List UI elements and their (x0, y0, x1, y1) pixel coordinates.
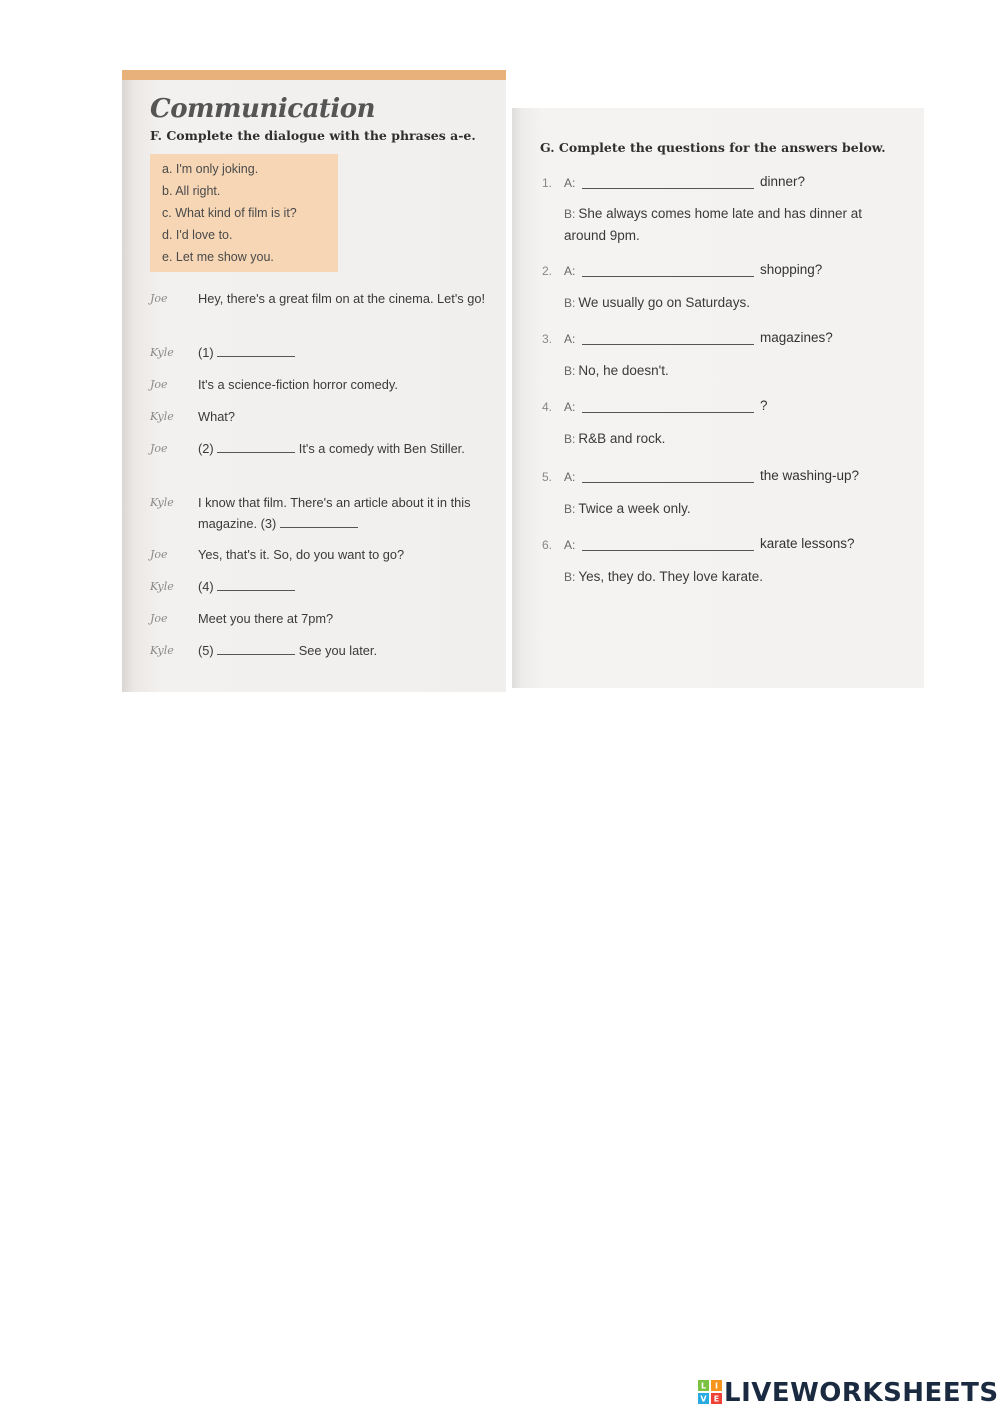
dialogue-line: Meet you there at 7pm? (198, 611, 334, 626)
dialogue-line: Hey, there's a great film on at the cinema. Let's go! (198, 291, 486, 306)
dialogue-line: It's a science-fiction horror comedy. (198, 377, 398, 392)
question-ending: karate lessons? (760, 536, 855, 551)
answer-blank-2[interactable] (217, 440, 295, 453)
question-blank-1[interactable] (582, 174, 754, 189)
liveworksheets-branding (698, 1378, 998, 1410)
dialogue-speaker: Joe (150, 442, 168, 455)
dialogue-line: (1) (198, 342, 488, 363)
answer-text: B: We usually go on Saturdays. (564, 295, 750, 310)
dialogue-line: What? (198, 409, 235, 424)
brand-name: LIVEWORKSHEETS (724, 1378, 999, 1408)
right-worksheet-page (512, 108, 924, 688)
exercise-f-instruction: F. Complete the dialogue with the phrases a-e. (150, 128, 476, 143)
question-number: 5. (542, 470, 553, 484)
dialogue-speaker: Joe (150, 292, 168, 305)
answer-text: B: She always comes home late and has dinner at around 9pm. (564, 206, 863, 243)
svg-text:L: L (700, 1381, 707, 1391)
answer-blank-1[interactable] (217, 344, 295, 357)
liveworksheets-logo-icon (698, 1380, 722, 1404)
svg-text:I: I (715, 1381, 718, 1391)
svg-text:V: V (700, 1394, 707, 1404)
dialogue-speaker: Joe (150, 378, 168, 391)
question-number: 1. (542, 176, 553, 190)
phrase-box (150, 154, 338, 272)
left-worksheet-page (122, 70, 506, 692)
dialogue-speaker: Kyle (150, 496, 174, 509)
speaker-a-label: A: (564, 400, 576, 414)
answer-blank-4[interactable] (217, 578, 295, 591)
answer-text: B: Twice a week only. (564, 501, 691, 516)
question-ending: magazines? (760, 330, 833, 345)
speaker-a-label: A: (564, 264, 576, 278)
question-blank-5[interactable] (582, 468, 754, 483)
question-ending: ? (760, 398, 768, 413)
exercise-g-instruction: G. Complete the questions for the answers below. (540, 140, 886, 155)
answer-text: B: No, he doesn't. (564, 363, 669, 378)
question-ending: the washing-up? (760, 468, 860, 483)
answer-blank-3[interactable] (280, 515, 358, 528)
speaker-a-label: A: (564, 176, 576, 190)
phrase-a: a. I'm only joking. (162, 162, 259, 176)
dialogue-line: (5) See you later. (198, 643, 378, 658)
phrase-d: d. I'd love to. (162, 228, 233, 242)
page-header-stripe (122, 70, 506, 80)
speaker-a-label: A: (564, 538, 576, 552)
question-number: 6. (542, 538, 553, 552)
dialogue-line: I know that film. There's an article about it in this magazine. (3) (198, 495, 471, 531)
answer-text: B: Yes, they do. They love karate. (564, 569, 763, 584)
answer-text: B: R&B and rock. (564, 431, 666, 446)
question-number: 3. (542, 332, 553, 346)
svg-text:E: E (713, 1394, 720, 1404)
question-blank-6[interactable] (582, 536, 754, 551)
dialogue-speaker: Joe (150, 612, 168, 625)
speaker-a-label: A: (564, 470, 576, 484)
question-ending: shopping? (760, 262, 823, 277)
dialogue-speaker: Kyle (150, 346, 174, 359)
phrase-c: c. What kind of film is it? (162, 206, 297, 220)
speaker-a-label: A: (564, 332, 576, 346)
dialogue-line: (2) It's a comedy with Ben Stiller. (198, 441, 465, 456)
question-number: 2. (542, 264, 553, 278)
dialogue-speaker: Kyle (150, 644, 174, 657)
section-title: Communication (150, 94, 376, 124)
phrase-e: e. Let me show you. (162, 250, 274, 264)
question-ending: dinner? (760, 174, 806, 189)
dialogue-speaker: Kyle (150, 580, 174, 593)
question-blank-2[interactable] (582, 262, 754, 277)
dialogue-speaker: Kyle (150, 410, 174, 423)
question-blank-4[interactable] (582, 398, 754, 413)
question-number: 4. (542, 400, 553, 414)
dialogue-line: (4) (198, 576, 488, 597)
question-blank-3[interactable] (582, 330, 754, 345)
dialogue-line: Yes, that's it. So, do you want to go? (198, 547, 405, 562)
dialogue-speaker: Joe (150, 548, 168, 561)
answer-blank-5[interactable] (217, 642, 295, 655)
phrase-b: b. All right. (162, 184, 221, 198)
